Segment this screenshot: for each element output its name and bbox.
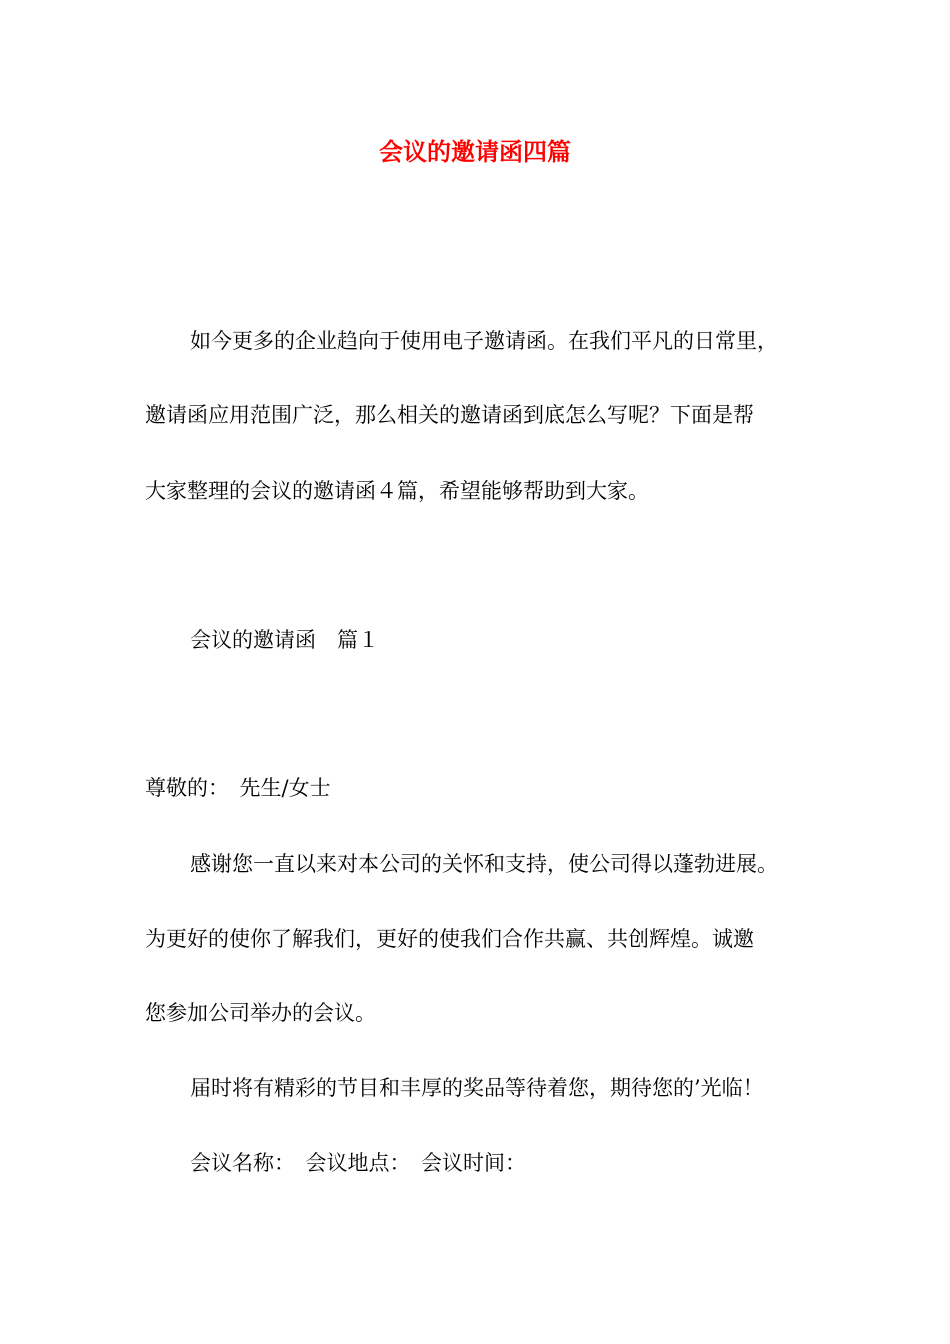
meeting-fields-line: 会议名称： 会议地点： 会议时间： xyxy=(190,1151,526,1175)
body-line-3: 您参加公司举办的会议。 xyxy=(145,1001,376,1025)
intro-line-1: 如今更多的企业趋向于使用电子邀请函。在我们平凡的日常里， xyxy=(190,329,778,353)
intro-line-3: 大家整理的会议的邀请函４篇，希望能够帮助到大家。 xyxy=(145,479,649,503)
document-title: 会议的邀请函四篇 xyxy=(379,138,571,166)
body-line-1: 感谢您一直以来对本公司的关怀和支持，使公司得以蓬勃进展。 xyxy=(190,852,778,876)
body-line-2: 为更好的使你了解我们，更好的使我们合作共赢、共创辉煌。诚邀 xyxy=(145,927,754,951)
section-heading: 会议的邀请函 篇１ xyxy=(190,628,379,652)
salutation: 尊敬的： 先生/女士 xyxy=(145,776,331,800)
intro-line-2: 邀请函应用范围广泛，那么相关的邀请函到底怎么写呢？下面是帮 xyxy=(145,403,754,427)
closing-line: 届时将有精彩的节目和丰厚的奖品等待着您，期待您的’光临！ xyxy=(190,1076,764,1100)
